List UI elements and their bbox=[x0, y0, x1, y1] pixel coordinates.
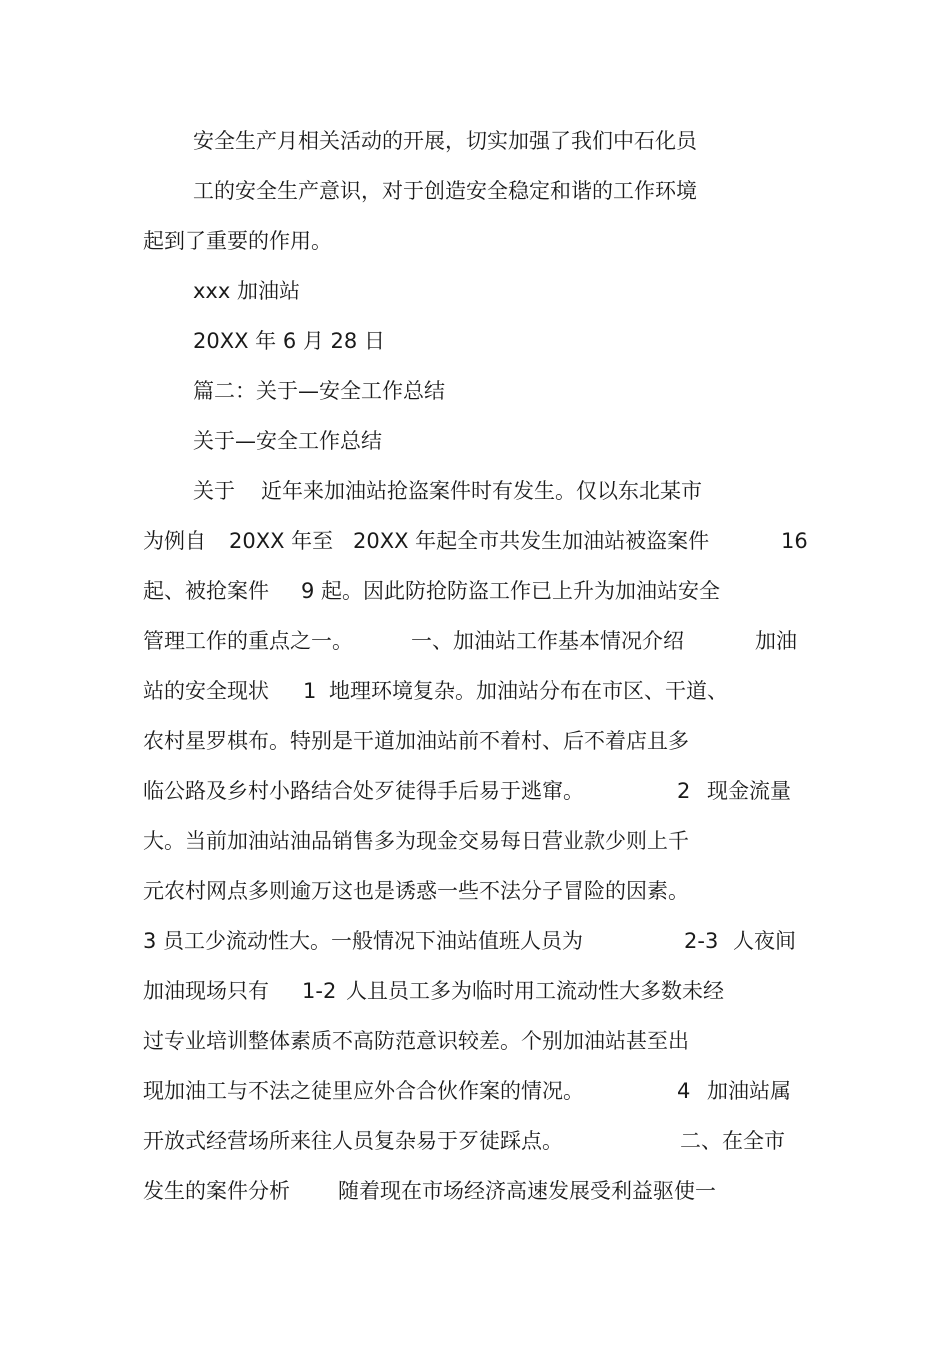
text-segment: 关于 bbox=[193, 479, 235, 503]
text-segment: 2-3 bbox=[684, 929, 719, 953]
text-segment: 站的安全现状 bbox=[143, 679, 269, 703]
text-line-2 bbox=[0, 175, 697, 207]
article-title: 关于—安全工作总结 bbox=[193, 429, 382, 453]
text-segment: 管理工作的重点之一。 bbox=[143, 629, 353, 653]
text-segment: 随着现在市场经济高速发展受利益驱使一 bbox=[338, 1179, 716, 1203]
text-segment: 近年来加油站抢盗案件时有发生。仅以东北某市 bbox=[261, 479, 702, 503]
text-line-22 bbox=[0, 1175, 716, 1207]
text-segment: 加油 bbox=[755, 629, 797, 653]
text-segment: 现金流量 bbox=[707, 779, 791, 803]
text-segment: 二、在全市 bbox=[680, 1129, 785, 1153]
text-segment: 20XX 年至 bbox=[229, 529, 334, 553]
section-heading: 篇二：关于—安全工作总结 bbox=[193, 379, 445, 403]
text-segment: 起、被抢案件 bbox=[143, 579, 269, 603]
text-segment: 临公路及乡村小路结合处歹徒得手后易于逃窜。 bbox=[143, 779, 584, 803]
text-segment: 人且员工多为临时用工流动性大多数未经 bbox=[346, 979, 724, 1003]
text-line-10 bbox=[0, 575, 721, 607]
text-segment: 地理环境复杂。加油站分布在市区、干道、 bbox=[329, 679, 728, 703]
text-segment: 起到了重要的作用。 bbox=[143, 229, 332, 253]
text-segment: 20XX 年起全市共发生加油站被盗案件 bbox=[353, 529, 710, 553]
text-line-20 bbox=[0, 1075, 791, 1107]
text-segment: 发生的案件分析 bbox=[143, 1179, 290, 1203]
text-segment: 1 bbox=[303, 679, 317, 703]
text-segment: 人夜间 bbox=[733, 929, 796, 953]
text-line-18 bbox=[0, 975, 724, 1007]
text-line-19 bbox=[0, 1025, 689, 1057]
text-line-3 bbox=[0, 225, 332, 257]
text-segment: 过专业培训整体素质不高防范意识较差。个别加油站甚至出 bbox=[143, 1029, 689, 1053]
text-segment: 一、加油站工作基本情况介绍 bbox=[411, 629, 684, 653]
date-text: 20XX 年 6 月 28 日 bbox=[193, 329, 385, 353]
text-line-16 bbox=[0, 875, 689, 907]
text-segment: 安全生产月相关活动的开展，切实加强了我们中石化员 bbox=[193, 129, 697, 153]
text-line-14 bbox=[0, 775, 791, 807]
text-line-12 bbox=[0, 675, 728, 707]
text-segment: 工的安全生产意识，对于创造安全稳定和谐的工作环境 bbox=[193, 179, 697, 203]
text-line-21 bbox=[0, 1125, 785, 1157]
date-line bbox=[0, 325, 385, 357]
text-segment: 3 员工少流动性大。一般情况下油站值班人员为 bbox=[143, 929, 584, 953]
text-line-9 bbox=[0, 525, 808, 557]
text-segment: 为例自 bbox=[143, 529, 206, 553]
text-segment: 元农村网点多则逾万这也是诱惑一些不法分子冒险的因素。 bbox=[143, 879, 689, 903]
station-name-line bbox=[0, 275, 300, 307]
text-segment: 开放式经营场所来往人员复杂易于歹徒踩点。 bbox=[143, 1129, 563, 1153]
text-segment: 1-2 bbox=[302, 979, 337, 1003]
text-segment: 农村星罗棋布。特别是干道加油站前不着村、后不着店且多 bbox=[143, 729, 689, 753]
text-segment: 4 bbox=[677, 1079, 691, 1103]
text-line-17 bbox=[0, 925, 796, 957]
text-line-11 bbox=[0, 625, 797, 657]
text-segment: 16 bbox=[781, 529, 808, 553]
section-heading-line bbox=[0, 375, 445, 407]
text-line-1 bbox=[0, 125, 697, 157]
text-segment: 2 bbox=[677, 779, 691, 803]
text-segment: 大。当前加油站油品销售多为现金交易每日营业款少则上千 bbox=[143, 829, 689, 853]
text-line-13 bbox=[0, 725, 689, 757]
text-segment: 现加油工与不法之徒里应外合合伙作案的情况。 bbox=[143, 1079, 584, 1103]
article-title-line bbox=[0, 425, 382, 457]
text-segment: 9 起。因此防抢防盗工作已上升为加油站安全 bbox=[301, 579, 721, 603]
text-segment: 加油现场只有 bbox=[143, 979, 269, 1003]
text-line-15 bbox=[0, 825, 689, 857]
text-segment: 加油站属 bbox=[707, 1079, 791, 1103]
station-name: xxx 加油站 bbox=[193, 279, 300, 303]
text-line-8 bbox=[0, 475, 702, 507]
